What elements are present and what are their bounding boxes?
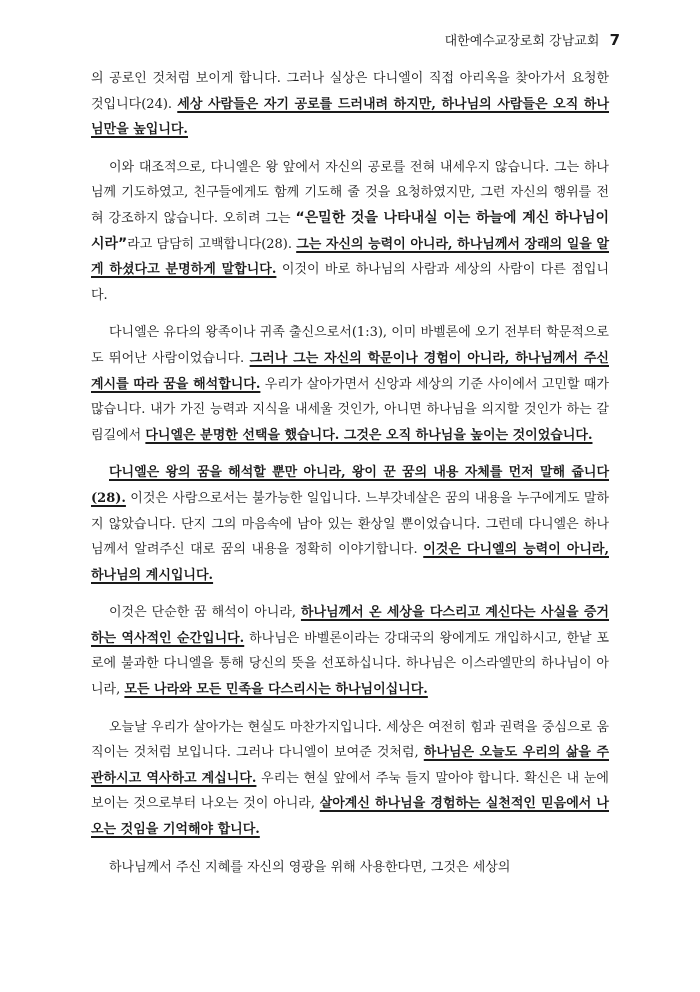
text-segment: 라고 담담히 고백합니다(28). (127, 236, 297, 252)
text-segment: 우리는 현실 앞에서 주눅 들지 말아야 합니다. 확신은 내 눈에 보이는 것으로부터 나오는 것이 아니라, (91, 770, 609, 812)
emphasized-text: 그는 자신의 능력이 아니라, 하나님께서 장래의 일을 알게 하셨다고 분명하게 말합니다. (91, 236, 609, 278)
emphasized-text: 살아계신 하나님을 경험하는 실천적인 믿음에서 나오는 것임을 기억해야 합니다. (91, 796, 609, 838)
paragraph (91, 460, 609, 588)
emphasized-text: 모든 나라와 모든 민족을 다스리시는 하나님이십니다. (124, 682, 428, 698)
emphasized-text: 다니엘은 분명한 선택을 했습니다. 그것은 오직 하나님을 높이는 것이었습니다. (145, 427, 593, 443)
emphasized-text: 세상 사람들은 자기 공로를 드러내려 하지만, 하나님의 사람들은 오직 하나님만을 높입니다. (91, 96, 609, 138)
emphasized-text: 그러나 그는 자신의 학문이나 경험이 아니라, 하나님께서 주신 계시를 따라 꿈을 해석합니다. (91, 350, 609, 392)
header-title: 대한예수교장로회 강남교회 (444, 34, 600, 49)
document-body (91, 66, 609, 892)
page-number: 7 (609, 31, 620, 49)
text-segment: 하나님께서 주신 지혜를 자신의 영광을 위해 사용한다면, 그것은 세상의 (109, 859, 511, 875)
text-segment: 다니엘은 유다의 왕족이나 귀족 출신으로서(1:3), 이미 바벨론에 오기 전부터 학문적으로도 뛰어난 사람이었습니다. (91, 325, 609, 366)
paragraph (91, 600, 609, 702)
paragraph (91, 320, 609, 448)
quoted-text: “은밀한 것을 나타내실 이는 하늘에 계신 하나님이시라” (91, 209, 609, 252)
text-segment: 의 공로인 것처럼 보이게 합니다. 그러나 실상은 다니엘이 직접 아리옥을 찾아가서 요청한 것입니다(24). (91, 71, 609, 112)
paragraph (91, 855, 609, 881)
paragraph (91, 715, 609, 843)
text-segment: 우리가 살아가면서 신앙과 세상의 기준 사이에서 고민할 때가 많습니다. 내가 가진 능력과 지식을 내세울 것인가, 아니면 하나님을 의지할 것인가 하는 갈림길에서 (91, 376, 609, 443)
emphasized-text: 하나님께서 온 세상을 다스리고 계신다는 사실을 증거하는 역사적인 순간입니다. (91, 605, 609, 646)
page-header (445, 30, 620, 49)
paragraph (91, 155, 609, 309)
emphasized-text: 이것은 다니엘의 능력이 아니라, 하나님의 계시입니다. (91, 542, 609, 583)
text-segment: 이것은 사람으로서는 불가능한 일입니다. 느부갓네살은 꿈의 내용을 누구에게도 말하지 않았습니다. 단지 그의 마음속에 남아 있는 환상일 뿐이었습니다. 그런데 다니엘은 하나님께서 알려주신 대로 꿈의 내용을 정확히 이야기합니다. (91, 490, 609, 558)
emphasized-text: 다니엘은 왕의 꿈을 해석할 뿐만 아니라, 왕이 꾼 꿈의 내용 자체를 먼저 말해 줍니다(28). (91, 465, 609, 506)
text-segment: 이것이 바로 하나님의 사람과 세상의 사람이 다른 점입니다. (91, 262, 609, 303)
paragraph (91, 66, 609, 143)
text-segment: 이것은 단순한 꿈 해석이 아니라, (109, 605, 301, 621)
emphasized-text: 하나님은 오늘도 우리의 삶을 주관하시고 역사하고 계십니다. (91, 745, 609, 786)
text-segment: 이와 대조적으로, 다니엘은 왕 앞에서 자신의 공로를 전혀 내세우지 않습니다. 그는 하나님께 기도하였고, 친구들에게도 함께 기도해 줄 것을 요청하였지만, 그런 자신의 행위를 전혀 강조하지 않습니다. 오히려 그는 (91, 159, 609, 226)
text-segment: 오늘날 우리가 살아가는 현실도 마찬가지입니다. 세상은 여전히 힘과 권력을 중심으로 움직이는 것처럼 보입니다. 그러나 다니엘이 보여준 것처럼, (91, 719, 609, 761)
text-segment: 하나님은 바벨론이라는 강대국의 왕에게도 개입하시고, 한낱 포로에 불과한 다니엘을 통해 당신의 뜻을 선포하십니다. 하나님은 이스라엘만의 하나님이 아니라, (91, 630, 609, 698)
